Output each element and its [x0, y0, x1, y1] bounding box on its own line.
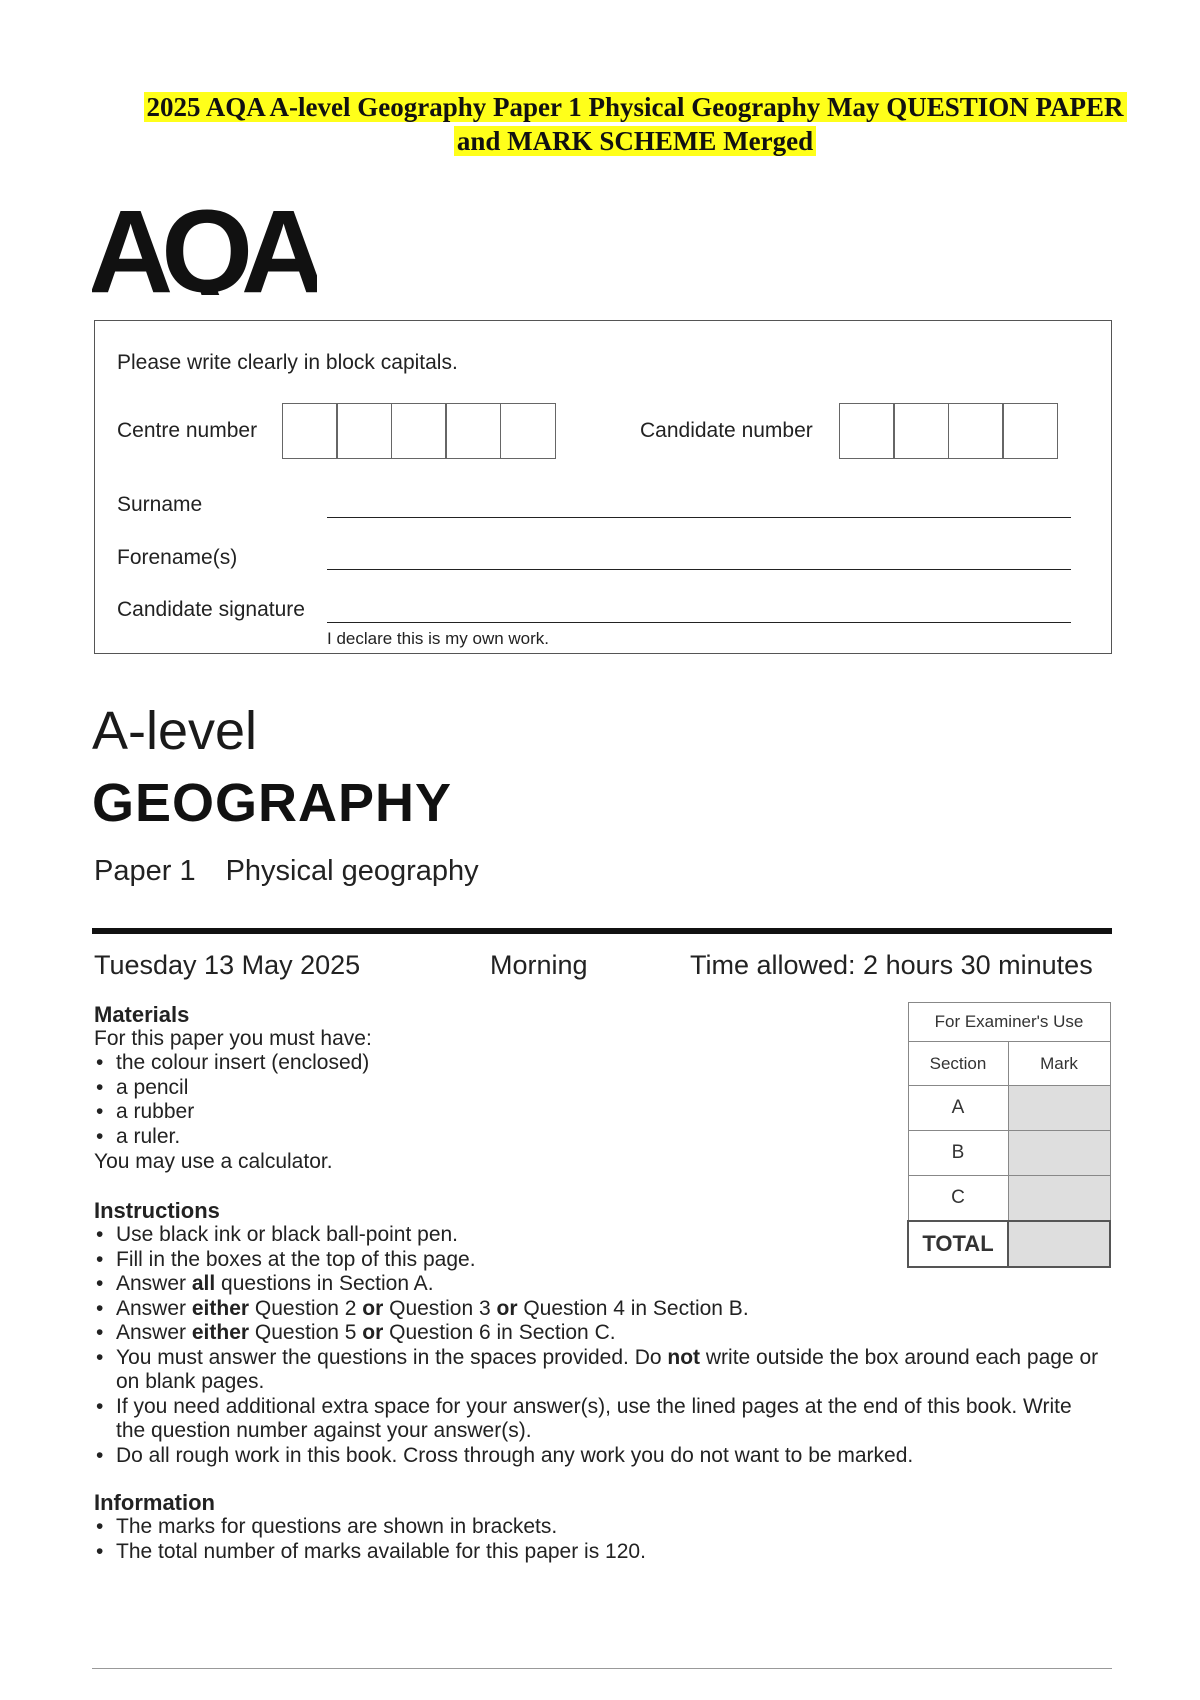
centre-number-box[interactable]: [391, 403, 447, 459]
divider: [92, 928, 1112, 934]
section-label: B: [908, 1131, 1008, 1176]
list-item: • a ruler.: [94, 1125, 794, 1150]
surname-line[interactable]: [327, 517, 1071, 518]
footer-divider: [92, 1668, 1112, 1669]
aqa-logo-icon: [92, 200, 317, 295]
candidate-details-box: [94, 320, 1112, 654]
candidate-number-box[interactable]: [1002, 403, 1058, 459]
total-label: TOTAL: [908, 1221, 1008, 1267]
centre-number-box[interactable]: [445, 403, 501, 459]
subject-title: GEOGRAPHY: [92, 773, 453, 833]
total-mark-cell: [1008, 1221, 1110, 1267]
centre-number-boxes: [283, 403, 556, 459]
candidate-number-label: Candidate number: [640, 419, 813, 442]
exam-session: Morning: [490, 950, 588, 980]
surname-label: Surname: [117, 493, 203, 516]
candidate-number-boxes: [840, 403, 1058, 459]
list-item: • The total number of marks available for this paper is 120.: [94, 1540, 1104, 1565]
calculator-note: You may use a calculator.: [94, 1150, 333, 1173]
section-column-header: Section: [908, 1042, 1008, 1086]
list-item: • Fill in the boxes at the top of this page.: [94, 1248, 1104, 1273]
list-item: • a rubber: [94, 1100, 794, 1125]
section-label: C: [908, 1176, 1008, 1222]
candidate-number-box[interactable]: [948, 403, 1004, 459]
candidate-number-box[interactable]: [893, 403, 949, 459]
information-list: [94, 1515, 1104, 1564]
paper-number: Paper 1: [94, 855, 196, 887]
materials-heading: Materials: [94, 1002, 190, 1027]
candidate-number-box[interactable]: [839, 403, 895, 459]
list-item: • a pencil: [94, 1076, 794, 1101]
materials-intro: For this paper you must have:: [94, 1027, 372, 1050]
list-item: • If you need additional extra space for your answer(s), use the lined pages at the end of this book. Write the question number against your answer(s).: [94, 1395, 1104, 1444]
paper-name: Physical geography: [225, 855, 479, 887]
centre-number-box[interactable]: [282, 403, 338, 459]
mark-cell: [1008, 1176, 1110, 1222]
list-item: • the colour insert (enclosed): [94, 1051, 794, 1076]
paper-title: [94, 855, 479, 888]
forenames-label: Forename(s): [117, 546, 238, 569]
mark-column-header: Mark: [1008, 1042, 1110, 1086]
declaration-text: I declare this is my own work.: [327, 629, 550, 648]
aqa-logo: [92, 200, 317, 300]
examiner-use-table: [907, 1002, 1111, 1268]
page-heading-line2: and MARK SCHEME Merged: [454, 126, 816, 156]
list-item: • Do all rough work in this book. Cross through any work you do not want to be marked.: [94, 1444, 1104, 1469]
list-item: • You must answer the questions in the spaces provided. Do not write outside the box around each page or on blank pages.: [94, 1346, 1104, 1395]
list-item: • The marks for questions are shown in brackets.: [94, 1515, 1104, 1540]
instructions-heading: Instructions: [94, 1198, 220, 1223]
signature-label: Candidate signature: [117, 598, 305, 621]
list-item: • Answer either Question 2 or Question 3 or Question 4 in Section B.: [94, 1297, 1104, 1322]
forenames-line[interactable]: [327, 569, 1071, 570]
centre-number-box[interactable]: [500, 403, 556, 459]
time-allowed: Time allowed: 2 hours 30 minutes: [690, 950, 1093, 980]
exam-date: Tuesday 13 May 2025: [94, 950, 361, 980]
block-capitals-instruction: Please write clearly in block capitals.: [117, 351, 458, 374]
list-item: • Answer all questions in Section A.: [94, 1272, 1104, 1297]
centre-number-box[interactable]: [336, 403, 392, 459]
page-heading-line1: 2025 AQA A-level Geography Paper 1 Physical Geography May QUESTION PAPER: [144, 92, 1127, 122]
aqa-logo-text: AQA: [92, 200, 315, 295]
materials-list: [94, 1051, 794, 1149]
list-item: • Use black ink or black ball-point pen.: [94, 1223, 1104, 1248]
information-heading: Information: [94, 1490, 215, 1515]
list-item: • Answer either Question 5 or Question 6 in Section C.: [94, 1321, 1104, 1346]
page-heading: [90, 90, 1180, 158]
examiner-table-title: For Examiner's Use: [908, 1003, 1110, 1042]
mark-cell: [1008, 1086, 1110, 1131]
centre-number-label: Centre number: [117, 419, 258, 442]
section-label: A: [908, 1086, 1008, 1131]
qualification-level: A-level: [92, 701, 258, 761]
signature-line[interactable]: [327, 622, 1071, 623]
mark-cell: [1008, 1131, 1110, 1176]
